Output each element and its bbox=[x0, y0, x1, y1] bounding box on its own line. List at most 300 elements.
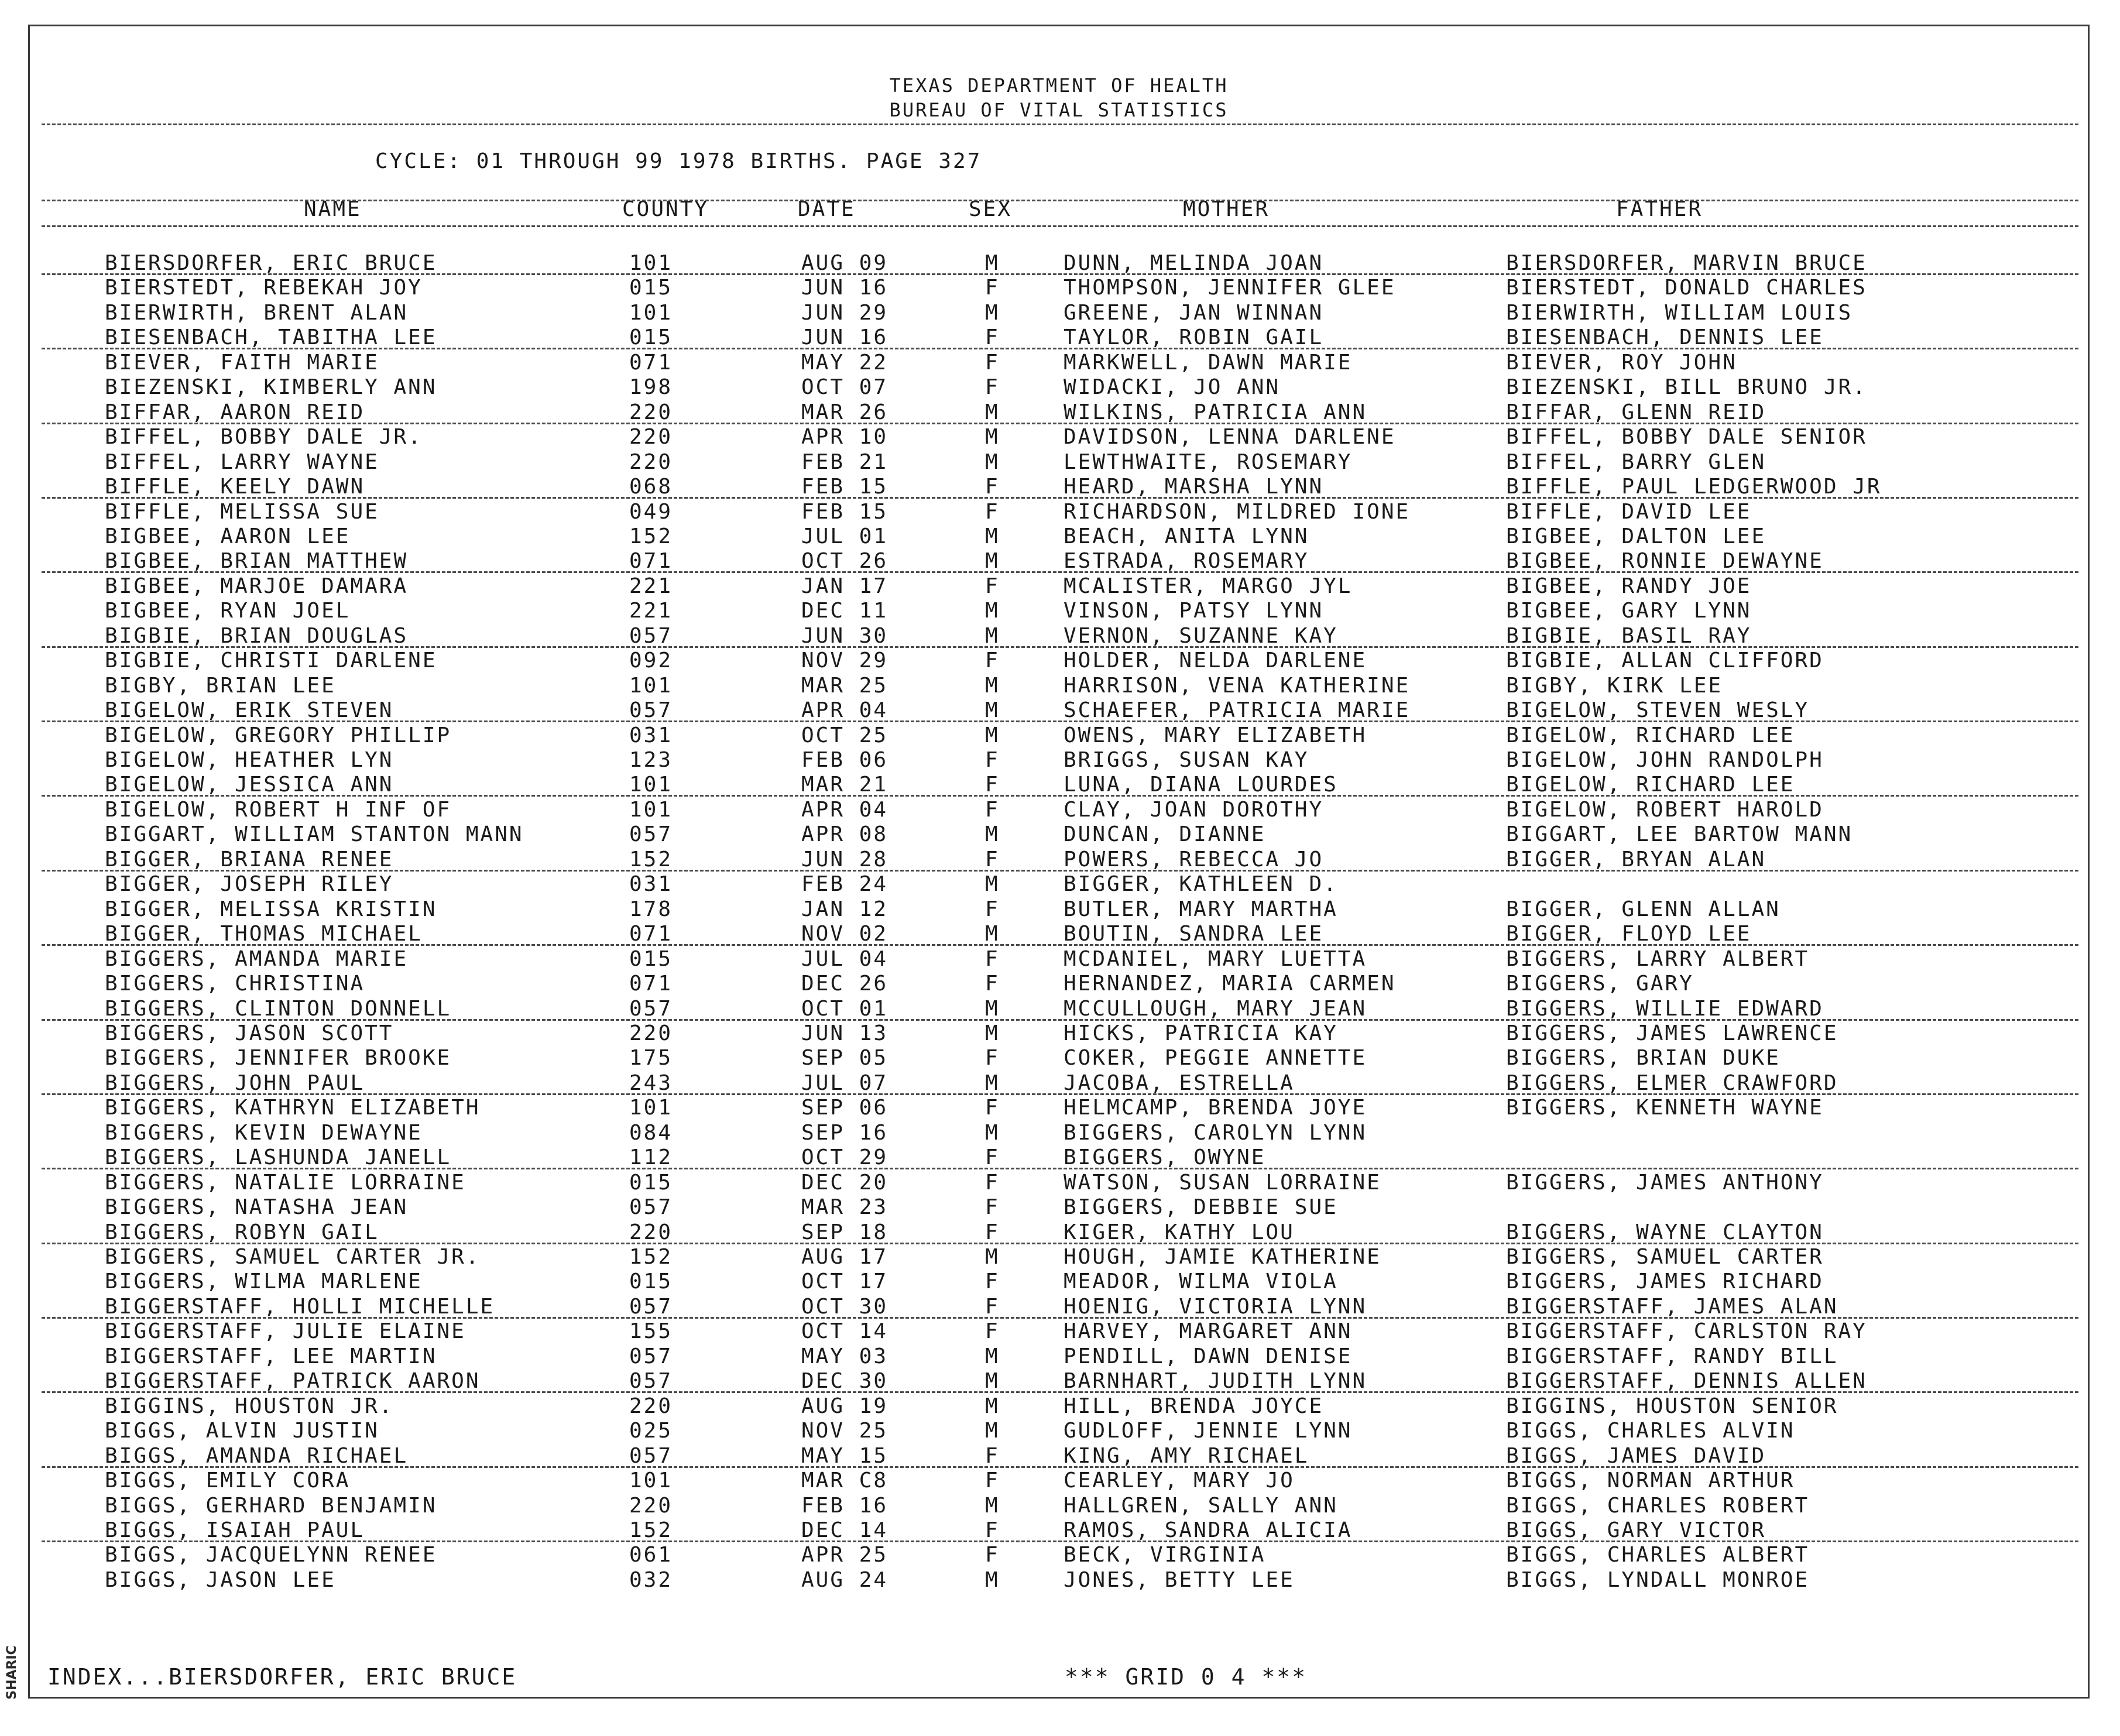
cell-father: BIGGERS, GARY bbox=[1506, 972, 1694, 996]
cell-mother: MCCULLOUGH, MARY JEAN bbox=[1064, 996, 1367, 1021]
cell-county: 152 bbox=[629, 1518, 673, 1542]
table-row bbox=[30, 251, 2090, 276]
cell-father: BIGGS, CHARLES ALBERT bbox=[1506, 1543, 1810, 1567]
table-row bbox=[30, 1021, 2090, 1046]
cell-father: BIGGS, GARY VICTOR bbox=[1506, 1518, 1766, 1542]
table-row bbox=[30, 325, 2090, 350]
cell-name: BIGGERS, JOHN PAUL bbox=[105, 1071, 365, 1095]
cell-name: BIGGERS, KEVIN DEWAYNE bbox=[105, 1120, 423, 1145]
cell-sex: F bbox=[985, 1518, 1000, 1542]
cell-date: APR 10 bbox=[801, 425, 889, 450]
cell-mother: TAYLOR, ROBIN GAIL bbox=[1064, 325, 1324, 350]
cell-county: 220 bbox=[629, 425, 673, 450]
row-rule bbox=[42, 1243, 2078, 1244]
cell-name: BIGBEE, BRIAN MATTHEW bbox=[105, 549, 409, 574]
cell-county: 152 bbox=[629, 847, 673, 872]
cell-sex: M bbox=[985, 1071, 1000, 1095]
cell-name: BIGBIE, CHRISTI DARLENE bbox=[105, 649, 437, 673]
cell-sex: M bbox=[985, 549, 1000, 574]
cell-county: 057 bbox=[629, 1294, 673, 1319]
cell-father: BIGGERS, BRIAN DUKE bbox=[1506, 1046, 1781, 1071]
cell-mother: GUDLOFF, JENNIE LYNN bbox=[1064, 1419, 1353, 1443]
cell-date: FEB 21 bbox=[801, 450, 889, 474]
cell-mother: LEWTHWAITE, ROSEMARY bbox=[1064, 450, 1353, 474]
table-row bbox=[30, 549, 2090, 574]
cell-mother: BIGGER, KATHLEEN D. bbox=[1064, 872, 1338, 897]
cell-name: BIFFAR, AARON REID bbox=[105, 400, 365, 424]
cell-mother: KING, AMY RICHAEL bbox=[1064, 1443, 1309, 1468]
cell-father: BIGGERS, JAMES RICHARD bbox=[1506, 1270, 1824, 1294]
sharic-stamp: SHARIC bbox=[4, 1645, 19, 1700]
table-row bbox=[30, 351, 2090, 375]
table-row bbox=[30, 1469, 2090, 1493]
cell-county: 025 bbox=[629, 1419, 673, 1443]
cell-date: OCT 30 bbox=[801, 1294, 889, 1319]
cell-mother: HARVEY, MARGARET ANN bbox=[1064, 1319, 1353, 1344]
cell-mother: MEADOR, WILMA VIOLA bbox=[1064, 1270, 1338, 1294]
table-row bbox=[30, 798, 2090, 822]
table-row bbox=[30, 1245, 2090, 1270]
cell-county: 071 bbox=[629, 922, 673, 946]
cell-sex: F bbox=[985, 1543, 1000, 1567]
cell-county: 057 bbox=[629, 623, 673, 648]
cell-sex: F bbox=[985, 574, 1000, 598]
cell-mother: WIDACKI, JO ANN bbox=[1064, 375, 1281, 400]
cell-name: BIGGERS, JENNIFER BROOKE bbox=[105, 1046, 452, 1071]
cell-county: 220 bbox=[629, 1394, 673, 1418]
cell-father: BIGBEE, GARY LYNN bbox=[1506, 599, 1752, 623]
cell-sex: F bbox=[985, 1220, 1000, 1244]
cell-county: 057 bbox=[629, 1443, 673, 1468]
cell-date: SEP 16 bbox=[801, 1120, 889, 1145]
cell-sex: M bbox=[985, 872, 1000, 897]
cell-mother: VINSON, PATSY LYNN bbox=[1064, 599, 1324, 623]
table-row bbox=[30, 1394, 2090, 1419]
cell-father: BIGELOW, STEVEN WESLY bbox=[1506, 698, 1810, 723]
cell-mother: DAVIDSON, LENNA DARLENE bbox=[1064, 425, 1396, 450]
cell-mother: HOLDER, NELDA DARLENE bbox=[1064, 649, 1367, 673]
cell-father: BIGGERS, KENNETH WAYNE bbox=[1506, 1096, 1824, 1120]
table-row bbox=[30, 997, 2090, 1021]
table-row bbox=[30, 1171, 2090, 1195]
table-row bbox=[30, 674, 2090, 698]
cell-date: JUN 16 bbox=[801, 325, 889, 350]
cell-county: 071 bbox=[629, 350, 673, 375]
cell-county: 220 bbox=[629, 1021, 673, 1045]
cell-name: BIGGERSTAFF, HOLLI MICHELLE bbox=[105, 1294, 495, 1319]
cell-father: BIGGER, FLOYD LEE bbox=[1506, 922, 1752, 946]
cell-date: DEC 20 bbox=[801, 1170, 889, 1195]
cell-name: BIGGERS, WILMA MARLENE bbox=[105, 1270, 423, 1294]
cell-sex: M bbox=[985, 524, 1000, 548]
cell-sex: M bbox=[985, 922, 1000, 946]
cell-date: JUN 16 bbox=[801, 276, 889, 300]
cell-mother: MARKWELL, DAWN MARIE bbox=[1064, 350, 1353, 375]
cell-father: BIGGS, CHARLES ROBERT bbox=[1506, 1493, 1810, 1518]
cell-name: BIGGERS, KATHRYN ELIZABETH bbox=[105, 1096, 481, 1120]
cell-father: BIGGS, NORMAN ARTHUR bbox=[1506, 1469, 1795, 1493]
cell-mother: HEARD, MARSHA LYNN bbox=[1064, 475, 1324, 499]
table-row bbox=[30, 524, 2090, 549]
cell-name: BIGGS, ALVIN JUSTIN bbox=[105, 1419, 379, 1443]
cell-name: BIGBEE, AARON LEE bbox=[105, 524, 351, 548]
cell-father: BIEVER, ROY JOHN bbox=[1506, 350, 1737, 375]
cell-date: NOV 25 bbox=[801, 1419, 889, 1443]
cell-date: MAR 26 bbox=[801, 400, 889, 424]
cell-sex: M bbox=[985, 1369, 1000, 1394]
cell-county: 243 bbox=[629, 1071, 673, 1095]
cell-sex: M bbox=[985, 822, 1000, 847]
cell-date: APR 04 bbox=[801, 797, 889, 822]
table-row bbox=[30, 1270, 2090, 1294]
cell-county: 032 bbox=[629, 1567, 673, 1592]
cell-name: BIGGER, MELISSA KRISTIN bbox=[105, 897, 437, 921]
cell-county: 175 bbox=[629, 1046, 673, 1071]
row-rule bbox=[42, 1391, 2078, 1393]
cell-county: 101 bbox=[629, 1469, 673, 1493]
cell-name: BIGGERSTAFF, JULIE ELAINE bbox=[105, 1319, 466, 1344]
cell-mother: DUNN, MELINDA JOAN bbox=[1064, 251, 1324, 275]
cell-name: BIGGERS, AMANDA MARIE bbox=[105, 946, 409, 971]
cell-date: OCT 25 bbox=[801, 723, 889, 747]
cell-sex: M bbox=[985, 1493, 1000, 1518]
cell-sex: F bbox=[985, 649, 1000, 673]
row-rule bbox=[42, 646, 2078, 648]
cell-date: FEB 06 bbox=[801, 748, 889, 772]
table-row bbox=[30, 574, 2090, 599]
table-row bbox=[30, 624, 2090, 649]
cell-father: BIFFLE, DAVID LEE bbox=[1506, 499, 1752, 524]
cell-county: 101 bbox=[629, 673, 673, 698]
cell-county: 071 bbox=[629, 972, 673, 996]
cell-name: BIGGERS, CLINTON DONNELL bbox=[105, 996, 452, 1021]
cell-sex: F bbox=[985, 773, 1000, 797]
cell-name: BIFFLE, MELISSA SUE bbox=[105, 499, 379, 524]
cell-mother: HELMCAMP, BRENDA JOYE bbox=[1064, 1096, 1367, 1120]
cell-name: BIGGER, THOMAS MICHAEL bbox=[105, 922, 423, 946]
table-row bbox=[30, 400, 2090, 425]
table-row bbox=[30, 1568, 2090, 1593]
cell-sex: F bbox=[985, 499, 1000, 524]
table-row bbox=[30, 649, 2090, 673]
row-rule bbox=[42, 273, 2078, 275]
cell-father: BIGELOW, JOHN RANDOLPH bbox=[1506, 748, 1824, 772]
cell-mother: WATSON, SUSAN LORRAINE bbox=[1064, 1170, 1381, 1195]
cell-date: JUN 30 bbox=[801, 623, 889, 648]
row-rule bbox=[42, 944, 2078, 946]
row-rule bbox=[42, 1168, 2078, 1169]
table-row bbox=[30, 475, 2090, 499]
cell-mother: CLAY, JOAN DOROTHY bbox=[1064, 797, 1324, 822]
grid-footer: *** GRID 0 4 *** bbox=[1065, 1664, 1308, 1690]
cell-father: BIESENBACH, DENNIS LEE bbox=[1506, 325, 1824, 350]
cell-date: FEB 16 bbox=[801, 1493, 889, 1518]
table-row bbox=[30, 1096, 2090, 1120]
cell-mother: MCALISTER, MARGO JYL bbox=[1064, 574, 1353, 598]
cell-sex: F bbox=[985, 1294, 1000, 1319]
cell-mother: HERNANDEZ, MARIA CARMEN bbox=[1064, 972, 1396, 996]
table-row bbox=[30, 698, 2090, 723]
cell-mother: BARNHART, JUDITH LYNN bbox=[1064, 1369, 1367, 1394]
cell-date: OCT 29 bbox=[801, 1145, 889, 1170]
bureau-title: BUREAU OF VITAL STATISTICS bbox=[889, 99, 1229, 121]
cell-father: BIGGER, BRYAN ALAN bbox=[1506, 847, 1766, 872]
cell-name: BIGGERSTAFF, PATRICK AARON bbox=[105, 1369, 481, 1394]
cell-mother: HOENIG, VICTORIA LYNN bbox=[1064, 1294, 1367, 1319]
cell-county: 031 bbox=[629, 872, 673, 897]
cell-county: 084 bbox=[629, 1120, 673, 1145]
cell-sex: F bbox=[985, 748, 1000, 772]
cell-date: MAY 15 bbox=[801, 1443, 889, 1468]
cell-father: BIFFLE, PAUL LEDGERWOOD JR bbox=[1506, 475, 1882, 499]
cell-sex: F bbox=[985, 350, 1000, 375]
cell-county: 101 bbox=[629, 300, 673, 325]
table-row bbox=[30, 301, 2090, 325]
cell-father: BIGGERS, SAMUEL CARTER bbox=[1506, 1245, 1824, 1269]
cell-mother: KIGER, KATHY LOU bbox=[1064, 1220, 1295, 1244]
cell-sex: F bbox=[985, 946, 1000, 971]
cell-mother: HILL, BRENDA JOYCE bbox=[1064, 1394, 1324, 1418]
cell-sex: M bbox=[985, 300, 1000, 325]
cell-father: BIGBEE, RANDY JOE bbox=[1506, 574, 1752, 598]
cell-father: BIGGERS, ELMER CRAWFORD bbox=[1506, 1071, 1838, 1095]
cell-county: 068 bbox=[629, 475, 673, 499]
cell-sex: F bbox=[985, 276, 1000, 300]
cell-county: 015 bbox=[629, 276, 673, 300]
cell-date: AUG 24 bbox=[801, 1567, 889, 1592]
cell-father: BIGGER, GLENN ALLAN bbox=[1506, 897, 1781, 921]
cell-date: FEB 15 bbox=[801, 499, 889, 524]
cell-name: BIERWIRTH, BRENT ALAN bbox=[105, 300, 409, 325]
table-row bbox=[30, 773, 2090, 797]
cell-sex: M bbox=[985, 1245, 1000, 1269]
cell-father: BIGGERSTAFF, JAMES ALAN bbox=[1506, 1294, 1838, 1319]
cell-father: BIGGERS, JAMES ANTHONY bbox=[1506, 1170, 1824, 1195]
cell-sex: M bbox=[985, 450, 1000, 474]
cell-mother: BUTLER, MARY MARTHA bbox=[1064, 897, 1338, 921]
table-row bbox=[30, 425, 2090, 450]
cell-name: BIGGERS, LASHUNDA JANELL bbox=[105, 1145, 452, 1170]
cell-name: BIGBEE, RYAN JOEL bbox=[105, 599, 351, 623]
cell-father: BIGGERSTAFF, CARLSTON RAY bbox=[1506, 1319, 1867, 1344]
cell-county: 220 bbox=[629, 400, 673, 424]
cell-sex: F bbox=[985, 1469, 1000, 1493]
cell-name: BIERSDORFER, ERIC BRUCE bbox=[105, 251, 437, 275]
cell-county: 015 bbox=[629, 946, 673, 971]
cell-sex: F bbox=[985, 897, 1000, 921]
table-row bbox=[30, 1344, 2090, 1369]
cell-county: 101 bbox=[629, 251, 673, 275]
cell-county: 015 bbox=[629, 1170, 673, 1195]
cell-father: BIERWIRTH, WILLIAM LOUIS bbox=[1506, 300, 1853, 325]
row-rule bbox=[42, 1093, 2078, 1095]
cell-name: BIGGS, ISAIAH PAUL bbox=[105, 1518, 365, 1542]
cell-mother: DUNCAN, DIANNE bbox=[1064, 822, 1266, 847]
cell-mother: BRIGGS, SUSAN KAY bbox=[1064, 748, 1309, 772]
row-rule bbox=[42, 348, 2078, 349]
table-row bbox=[30, 276, 2090, 300]
cell-sex: M bbox=[985, 1394, 1000, 1418]
cell-mother: COKER, PEGGIE ANNETTE bbox=[1064, 1046, 1367, 1071]
cell-county: 220 bbox=[629, 1493, 673, 1518]
cell-sex: M bbox=[985, 996, 1000, 1021]
cell-date: MAY 22 bbox=[801, 350, 889, 375]
table-row bbox=[30, 922, 2090, 946]
cell-name: BIGGS, JACQUELYNN RENEE bbox=[105, 1543, 437, 1567]
index-footer: INDEX...BIERSDORFER, ERIC BRUCE bbox=[47, 1664, 517, 1690]
cell-sex: F bbox=[985, 1319, 1000, 1344]
cell-date: OCT 17 bbox=[801, 1270, 889, 1294]
cell-name: BIGGER, BRIANA RENEE bbox=[105, 847, 394, 872]
column-header-county: COUNTY bbox=[622, 197, 709, 221]
cell-father: BIGGS, CHARLES ALVIN bbox=[1506, 1419, 1795, 1443]
cell-sex: F bbox=[985, 475, 1000, 499]
cell-mother: JONES, BETTY LEE bbox=[1064, 1567, 1295, 1592]
row-rule bbox=[42, 721, 2078, 722]
cell-name: BIGELOW, HEATHER LYN bbox=[105, 748, 394, 772]
cell-mother: BOUTIN, SANDRA LEE bbox=[1064, 922, 1324, 946]
cycle-line: CYCLE: 01 THROUGH 99 1978 BIRTHS. PAGE 327 bbox=[375, 149, 982, 173]
cell-county: 101 bbox=[629, 797, 673, 822]
cell-sex: F bbox=[985, 972, 1000, 996]
cell-date: MAR 25 bbox=[801, 673, 889, 698]
cell-county: 152 bbox=[629, 1245, 673, 1269]
cell-date: OCT 01 bbox=[801, 996, 889, 1021]
microfilm-page bbox=[28, 25, 2090, 1699]
cell-father: BIGGART, LEE BARTOW MANN bbox=[1506, 822, 1853, 847]
cell-county: 178 bbox=[629, 897, 673, 921]
table-row bbox=[30, 1121, 2090, 1145]
department-title: TEXAS DEPARTMENT OF HEALTH bbox=[889, 74, 1229, 97]
cell-father: BIGBEE, DALTON LEE bbox=[1506, 524, 1766, 548]
cell-sex: M bbox=[985, 698, 1000, 723]
table-row bbox=[30, 1419, 2090, 1443]
cell-name: BIESENBACH, TABITHA LEE bbox=[105, 325, 437, 350]
cell-mother: BEACH, ANITA LYNN bbox=[1064, 524, 1309, 548]
column-header-rule bbox=[42, 200, 2078, 201]
cell-name: BIGGER, JOSEPH RILEY bbox=[105, 872, 394, 897]
cell-father: BIGGS, JAMES DAVID bbox=[1506, 1443, 1766, 1468]
cell-father: BIGBY, KIRK LEE bbox=[1506, 673, 1723, 698]
cell-sex: F bbox=[985, 797, 1000, 822]
row-rule bbox=[42, 1466, 2078, 1468]
cell-sex: F bbox=[985, 1195, 1000, 1220]
cell-mother: POWERS, REBECCA JO bbox=[1064, 847, 1324, 872]
cell-date: OCT 26 bbox=[801, 549, 889, 574]
cell-county: 057 bbox=[629, 822, 673, 847]
cell-name: BIEVER, FAITH MARIE bbox=[105, 350, 379, 375]
cell-sex: M bbox=[985, 1120, 1000, 1145]
cell-name: BIGGERS, SAMUEL CARTER JR. bbox=[105, 1245, 481, 1269]
cell-date: APR 04 bbox=[801, 698, 889, 723]
cell-father: BIERSDORFER, MARVIN BRUCE bbox=[1506, 251, 1867, 275]
cell-county: 057 bbox=[629, 996, 673, 1021]
table-row bbox=[30, 500, 2090, 524]
table-row bbox=[30, 748, 2090, 773]
table-row bbox=[30, 1444, 2090, 1469]
cell-date: JUL 04 bbox=[801, 946, 889, 971]
row-rule bbox=[42, 1541, 2078, 1542]
cell-sex: F bbox=[985, 375, 1000, 400]
row-rule bbox=[42, 1317, 2078, 1319]
cell-father: BIGGERS, WAYNE CLAYTON bbox=[1506, 1220, 1824, 1244]
cell-father: BIEZENSKI, BILL BRUNO JR. bbox=[1506, 375, 1867, 400]
cell-county: 101 bbox=[629, 773, 673, 797]
cell-county: 221 bbox=[629, 574, 673, 598]
cell-mother: WILKINS, PATRICIA ANN bbox=[1064, 400, 1367, 424]
cell-mother: BIGGERS, DEBBIE SUE bbox=[1064, 1195, 1338, 1220]
cell-date: JUL 07 bbox=[801, 1071, 889, 1095]
cell-name: BIGGINS, HOUSTON JR. bbox=[105, 1394, 394, 1418]
column-header-father: FATHER bbox=[1616, 197, 1703, 221]
cell-father: BIGGERS, JAMES LAWRENCE bbox=[1506, 1021, 1838, 1045]
cell-name: BIGBY, BRIAN LEE bbox=[105, 673, 336, 698]
cell-father: BIGGERS, WILLIE EDWARD bbox=[1506, 996, 1824, 1021]
cell-county: 198 bbox=[629, 375, 673, 400]
row-rule bbox=[42, 497, 2078, 499]
cell-mother: HICKS, PATRICIA KAY bbox=[1064, 1021, 1338, 1045]
cell-sex: M bbox=[985, 1419, 1000, 1443]
cell-date: DEC 11 bbox=[801, 599, 889, 623]
cell-sex: F bbox=[985, 1145, 1000, 1170]
cell-name: BIFFEL, LARRY WAYNE bbox=[105, 450, 379, 474]
cell-name: BIGGERS, JASON SCOTT bbox=[105, 1021, 394, 1045]
cell-name: BIGELOW, ROBERT H INF OF bbox=[105, 797, 452, 822]
cell-county: 015 bbox=[629, 1270, 673, 1294]
row-rule bbox=[42, 795, 2078, 797]
cell-father: BIGGERSTAFF, RANDY BILL bbox=[1506, 1344, 1838, 1368]
cell-date: JUN 13 bbox=[801, 1021, 889, 1045]
cell-sex: F bbox=[985, 1046, 1000, 1071]
cell-sex: M bbox=[985, 723, 1000, 747]
cell-date: FEB 24 bbox=[801, 872, 889, 897]
table-row bbox=[30, 1295, 2090, 1319]
column-header-rule-lower bbox=[42, 225, 2078, 227]
cell-date: DEC 14 bbox=[801, 1518, 889, 1542]
cell-county: 101 bbox=[629, 1096, 673, 1120]
cell-date: MAR 21 bbox=[801, 773, 889, 797]
cell-name: BIFFEL, BOBBY DALE JR. bbox=[105, 425, 423, 450]
cell-date: APR 08 bbox=[801, 822, 889, 847]
cell-county: 152 bbox=[629, 524, 673, 548]
cell-date: OCT 07 bbox=[801, 375, 889, 400]
cell-father: BIGGERSTAFF, DENNIS ALLEN bbox=[1506, 1369, 1867, 1394]
cell-mother: THOMPSON, JENNIFER GLEE bbox=[1064, 276, 1396, 300]
table-row bbox=[30, 1319, 2090, 1344]
row-rule bbox=[42, 870, 2078, 872]
cell-mother: RAMOS, SANDRA ALICIA bbox=[1064, 1518, 1353, 1542]
cell-mother: HOUGH, JAMIE KATHERINE bbox=[1064, 1245, 1381, 1269]
cell-mother: BIGGERS, CAROLYN LYNN bbox=[1064, 1120, 1367, 1145]
table-row bbox=[30, 723, 2090, 748]
cell-mother: MCDANIEL, MARY LUETTA bbox=[1064, 946, 1367, 971]
cell-county: 123 bbox=[629, 748, 673, 772]
table-row bbox=[30, 1071, 2090, 1096]
cell-mother: SCHAEFER, PATRICIA MARIE bbox=[1064, 698, 1411, 723]
cell-date: SEP 18 bbox=[801, 1220, 889, 1244]
cell-father: BIGELOW, RICHARD LEE bbox=[1506, 773, 1795, 797]
cell-sex: M bbox=[985, 599, 1000, 623]
cell-name: BIGGS, JASON LEE bbox=[105, 1567, 336, 1592]
row-rule bbox=[42, 571, 2078, 573]
cell-name: BIGELOW, JESSICA ANN bbox=[105, 773, 394, 797]
table-row bbox=[30, 848, 2090, 872]
cell-county: 155 bbox=[629, 1319, 673, 1344]
cell-date: MAR 23 bbox=[801, 1195, 889, 1220]
cell-sex: M bbox=[985, 1344, 1000, 1368]
column-header-sex: SEX bbox=[969, 197, 1013, 221]
cell-name: BIGBEE, MARJOE DAMARA bbox=[105, 574, 409, 598]
